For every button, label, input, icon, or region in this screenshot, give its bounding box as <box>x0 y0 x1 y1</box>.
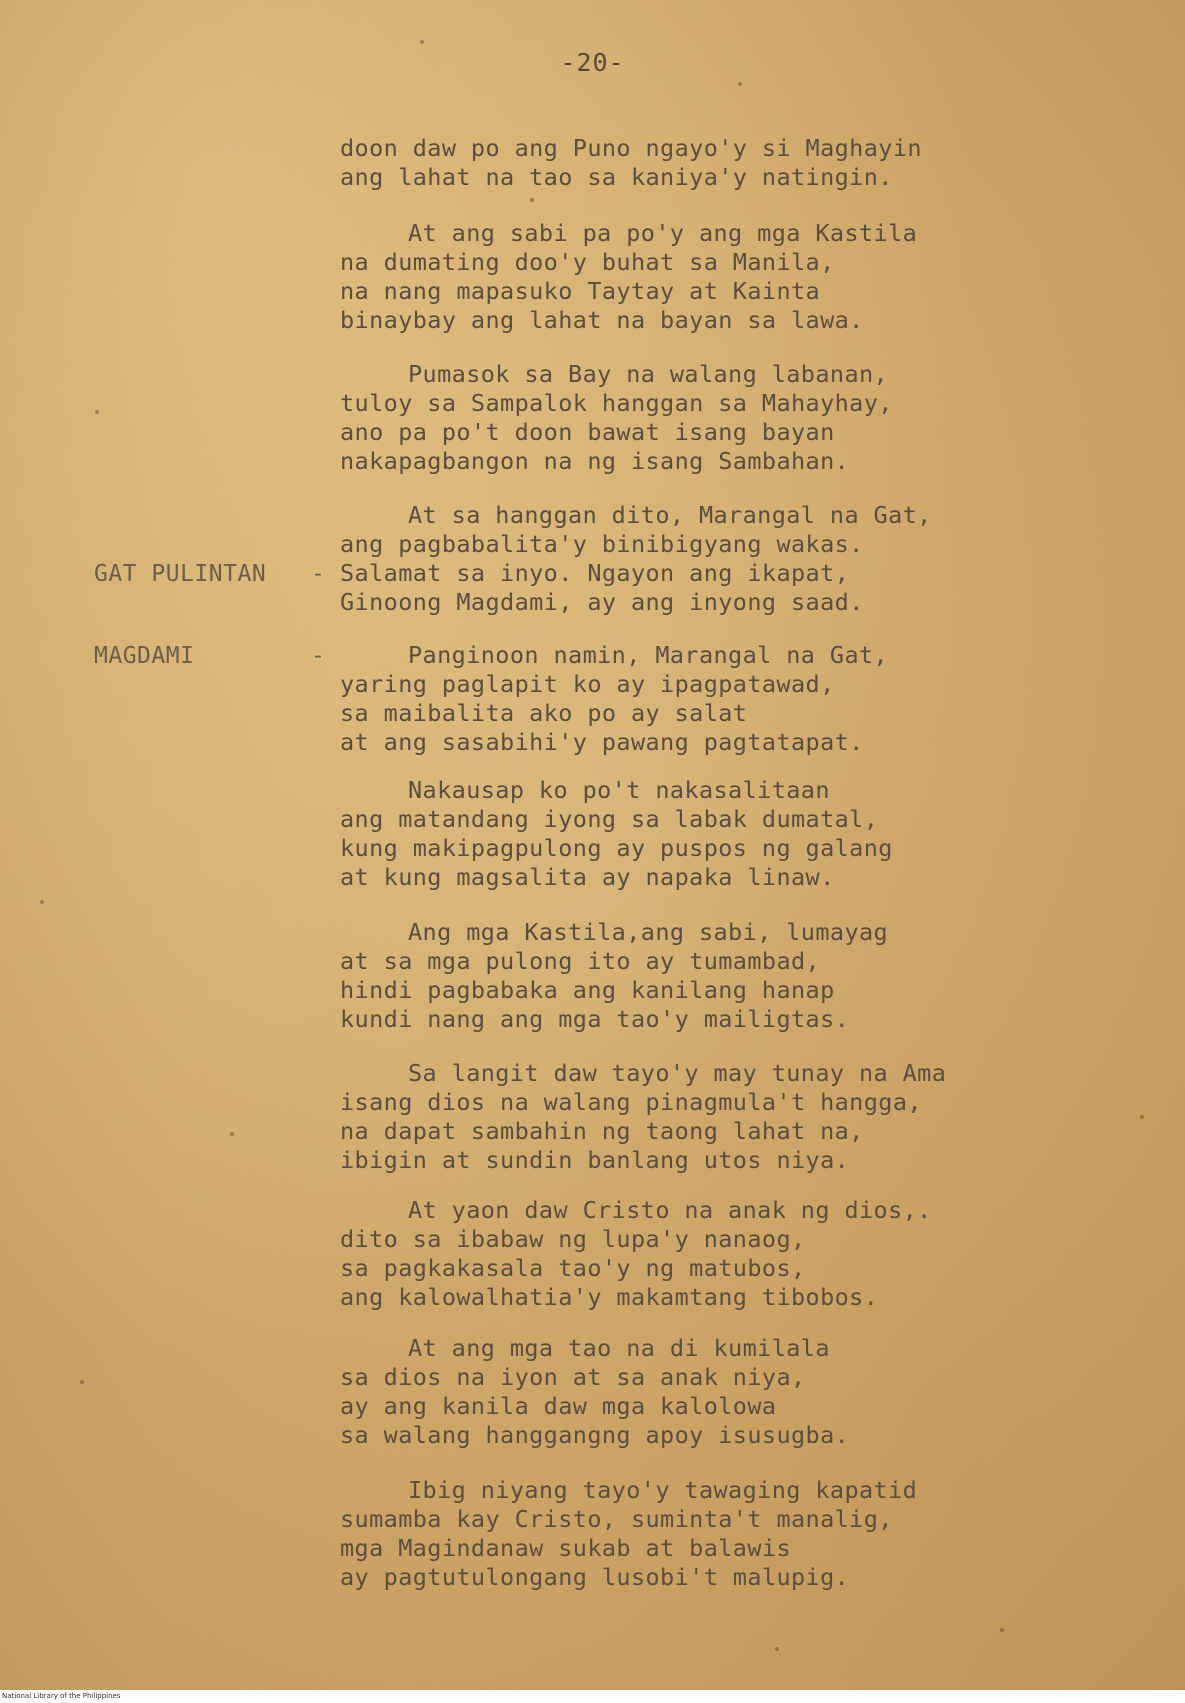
page-number: -20- <box>560 48 625 77</box>
verse-line: sa walang hanggangng apoy isusugba. <box>340 1421 850 1449</box>
verse-line: ang matandang iyong sa labak dumatal, <box>340 805 879 833</box>
verse-line: kundi nang ang mga tao'y mailigtas. <box>340 1005 850 1033</box>
paper-speck <box>738 82 742 86</box>
verse-line: yaring paglapit ko ay ipagpatawad, <box>340 670 835 698</box>
verse-line: na dapat sambahin ng taong lahat na, <box>340 1117 864 1145</box>
verse-line: At ang mga tao na di kumilala <box>408 1334 830 1362</box>
verse-line: Ang mga Kastila,ang sabi, lumayag <box>408 918 889 946</box>
stanza-2 <box>340 219 1040 335</box>
paper-speck <box>1140 1115 1144 1119</box>
speaker-label-gat-pulintan: GAT PULINTAN <box>94 561 267 587</box>
verse-line: ano pa po't doon bawat isang bayan <box>340 418 835 446</box>
paper-speck <box>80 1380 84 1384</box>
stanza-1 <box>340 134 1040 192</box>
verse-line: At sa hanggan dito, Marangal na Gat, <box>408 501 932 529</box>
verse-line: hindi pagbabaka ang kanilang hanap <box>340 976 835 1004</box>
verse-line: At yaon daw Cristo na anak ng dios,. <box>408 1196 932 1224</box>
speaker-label-magdami: MAGDAMI <box>94 643 195 669</box>
verse-line: ang pagbabalita'y binibigyang wakas. <box>340 530 864 558</box>
paper-speck <box>530 198 534 202</box>
verse-line: Nakausap ko po't nakasalitaan <box>408 776 830 804</box>
stanza-8 <box>340 1059 1040 1175</box>
speaker-dash: - <box>311 643 325 669</box>
verse-line: Ibig niyang tayo'y tawaging kapatid <box>408 1476 918 1504</box>
stanza-9 <box>340 1196 1040 1312</box>
stanza-7 <box>340 918 1040 1034</box>
verse-line: na dumating doo'y buhat sa Manila, <box>340 248 835 276</box>
verse-line: ay ang kanila daw mga kalolowa <box>340 1392 777 1420</box>
archive-footer: National Library of the Philippines <box>2 1692 121 1700</box>
verse-line: ang lahat na tao sa kaniya'y natingin. <box>340 163 893 191</box>
verse-line: sa dios na iyon at sa anak niya, <box>340 1363 806 1391</box>
verse-line: ay pagtutulongang lusobi't malupig. <box>340 1563 850 1591</box>
verse-line: na nang mapasuko Taytay at Kainta <box>340 277 821 305</box>
verse-line: doon daw po ang Puno ngayo'y si Maghayin <box>340 134 922 162</box>
stanza-6 <box>340 776 1040 892</box>
paper-speck <box>1000 1628 1004 1632</box>
verse-line: sumamba kay Cristo, suminta't manalig, <box>340 1505 893 1533</box>
verse-line: isang dios na walang pinagmula't hangga, <box>340 1088 922 1116</box>
paper-speck <box>40 900 44 904</box>
verse-line: nakapagbangon na ng isang Sambahan. <box>340 447 850 475</box>
verse-line: ibigin at sundin banlang utos niya. <box>340 1146 850 1174</box>
speaker-dash: - <box>311 561 325 587</box>
stanza-5 <box>340 641 1040 757</box>
verse-line: sa maibalita ako po ay salat <box>340 699 748 727</box>
verse-line: Pumasok sa Bay na walang labanan, <box>408 360 889 388</box>
paper-speck <box>230 1132 234 1136</box>
verse-line: kung makipagpulong ay puspos ng galang <box>340 834 893 862</box>
paper-speck <box>95 410 99 414</box>
stanza-3 <box>340 360 1040 476</box>
verse-line: ang kalowalhatia'y makamtang tibobos. <box>340 1283 879 1311</box>
verse-line: at kung magsalita ay napaka linaw. <box>340 863 835 891</box>
verse-line: mga Magindanaw sukab at balawis <box>340 1534 791 1562</box>
verse-line: tuloy sa Sampalok hanggan sa Mahayhay, <box>340 389 893 417</box>
verse-line: At ang sabi pa po'y ang mga Kastila <box>408 219 918 247</box>
verse-line: sa pagkakasala tao'y ng matubos, <box>340 1254 806 1282</box>
stanza-10 <box>340 1334 1040 1450</box>
verse-line: Ginoong Magdami, ay ang inyong saad. <box>340 588 864 616</box>
stanza-4 <box>340 501 1040 617</box>
verse-line: Panginoon namin, Marangal na Gat, <box>408 641 889 669</box>
verse-line: Salamat sa inyo. Ngayon ang ikapat, <box>340 559 850 587</box>
verse-line: dito sa ibabaw ng lupa'y nanaog, <box>340 1225 806 1253</box>
paper-speck <box>420 40 424 44</box>
verse-line: Sa langit daw tayo'y may tunay na Ama <box>408 1059 947 1087</box>
verse-line: binaybay ang lahat na bayan sa lawa. <box>340 306 864 334</box>
verse-line: at ang sasabihi'y pawang pagtatapat. <box>340 728 864 756</box>
stanza-11 <box>340 1476 1040 1592</box>
paper-speck <box>775 1647 779 1651</box>
verse-line: at sa mga pulong ito ay tumambad, <box>340 947 821 975</box>
